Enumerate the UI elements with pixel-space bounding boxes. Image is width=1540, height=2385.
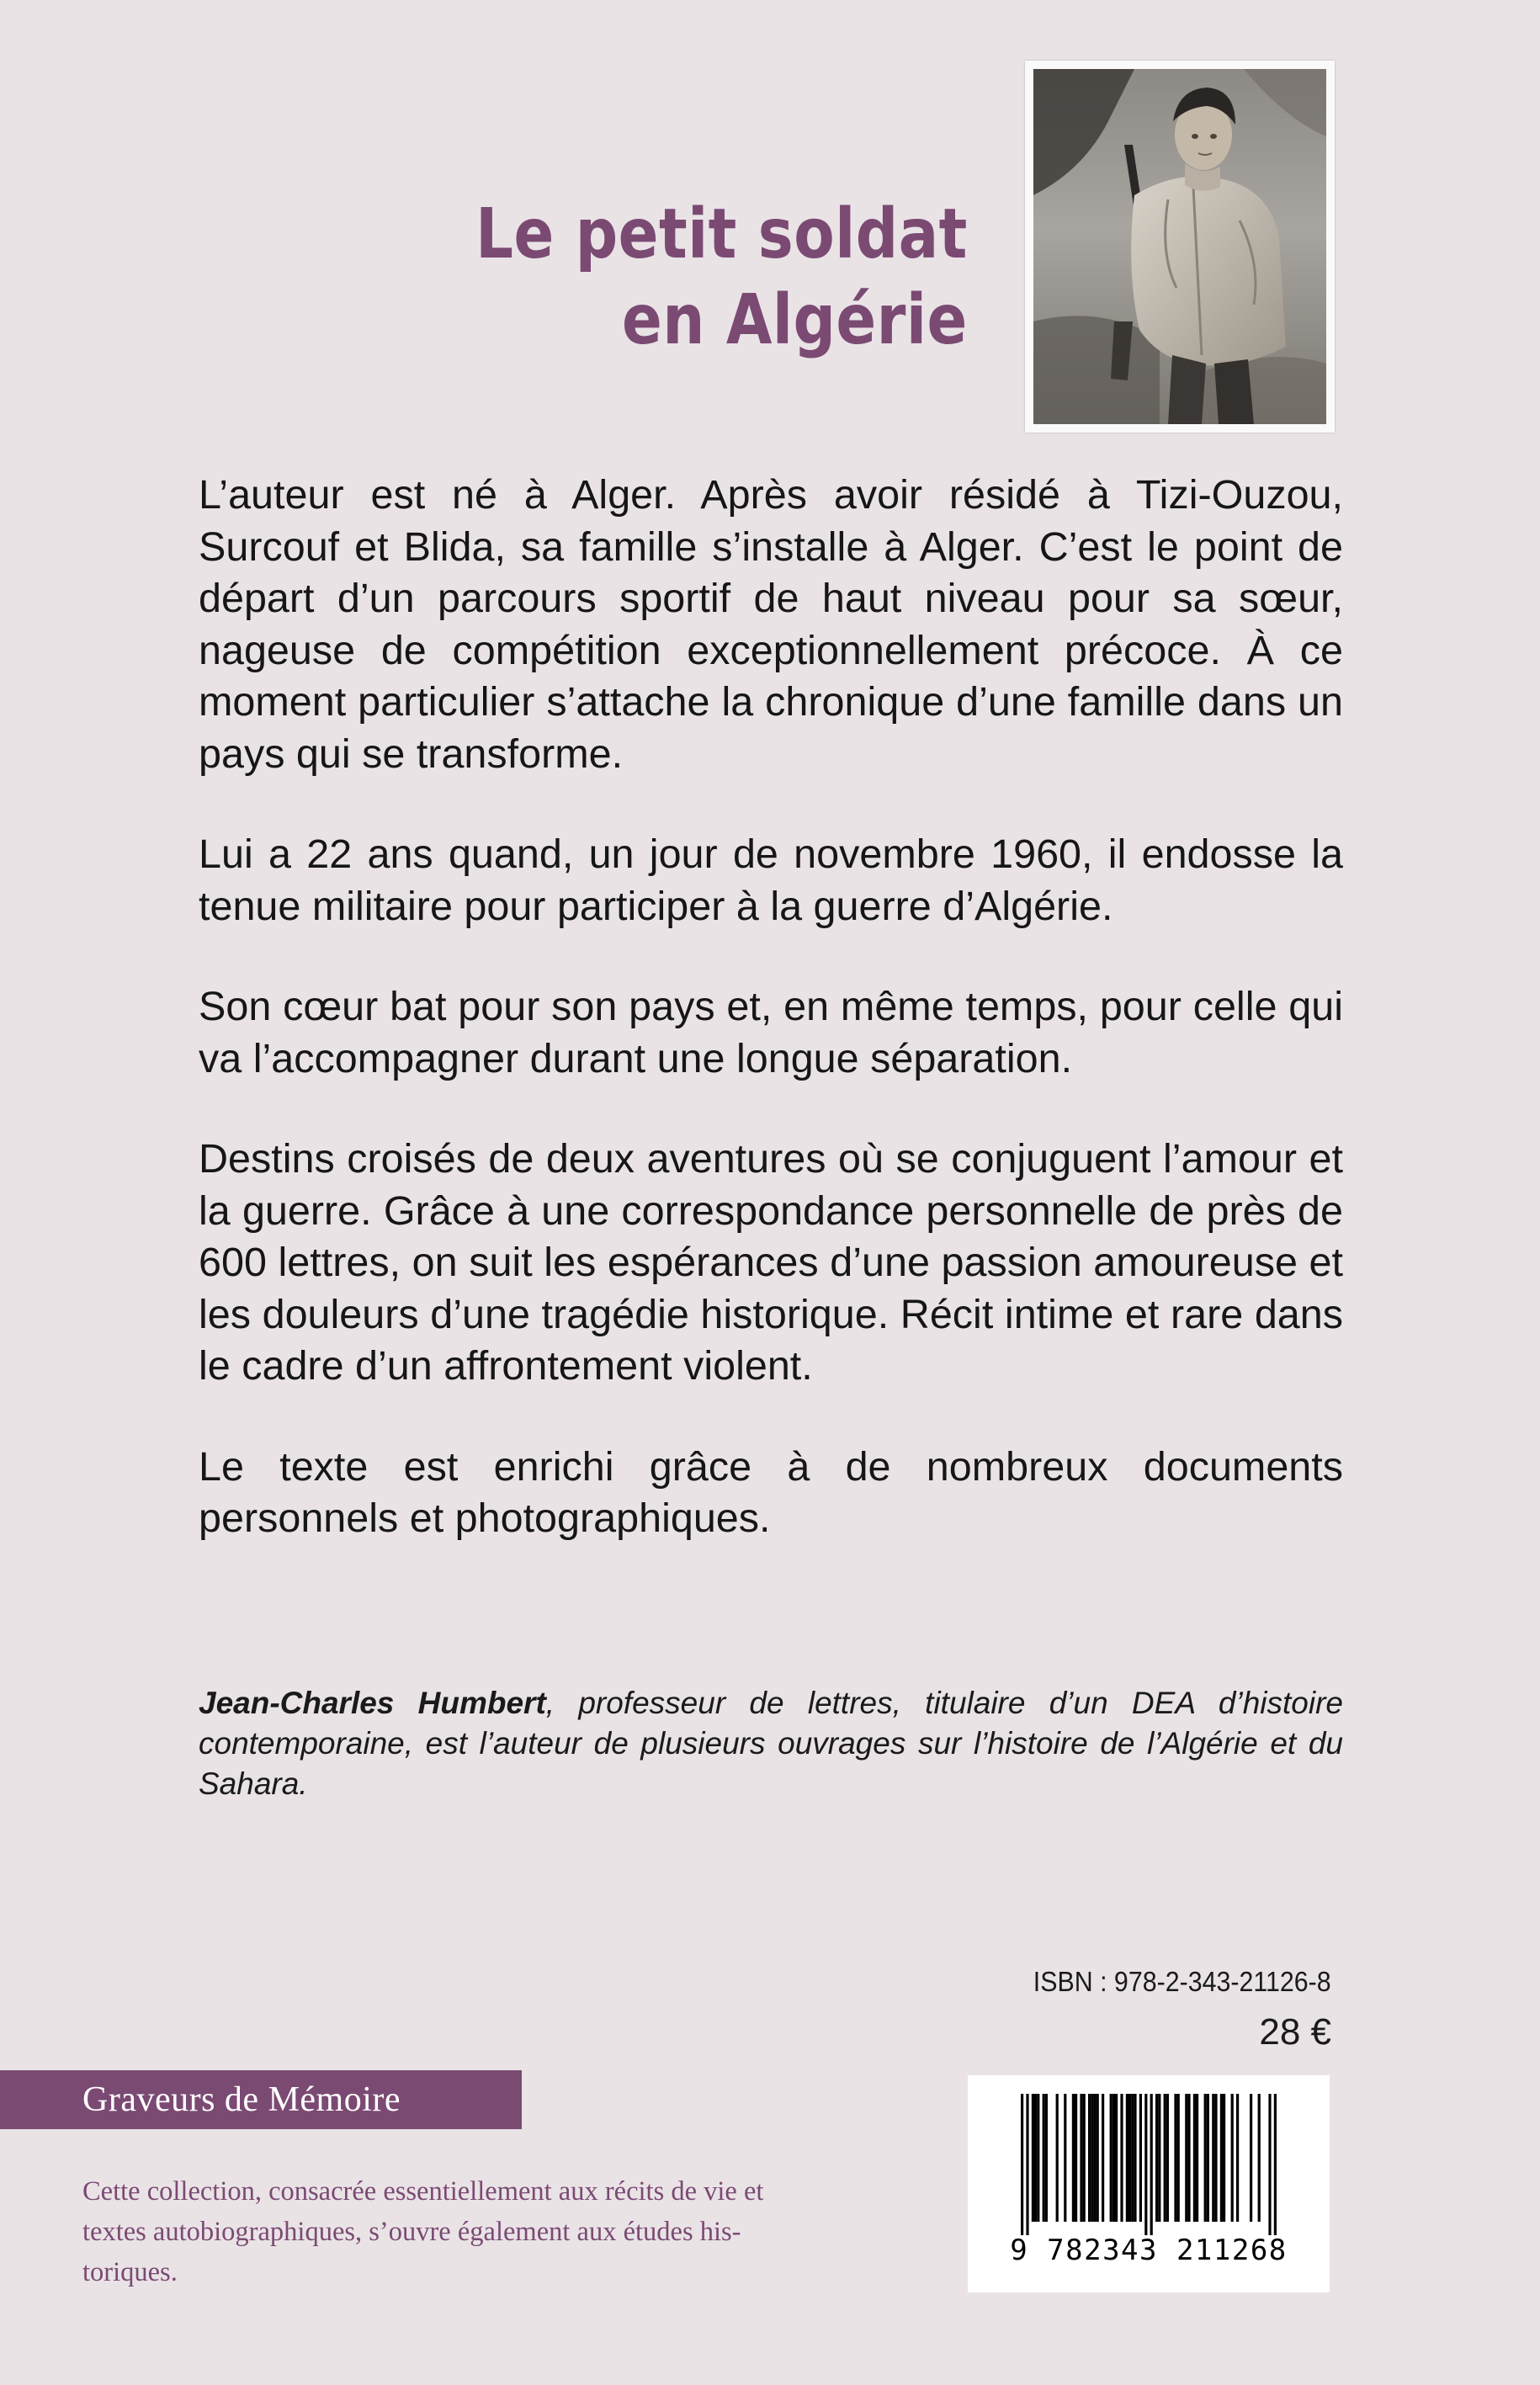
barcode-bar	[1093, 2094, 1096, 2222]
barcode-bar	[1037, 2094, 1039, 2222]
collection-banner	[0, 2070, 522, 2129]
barcode-bar	[1134, 2094, 1136, 2222]
summary-paragraph: Le texte est enrichi grâce à de nombreux documents personnels et photographiques.	[199, 1443, 1343, 1541]
soldier-photo	[1033, 69, 1326, 424]
barcode-bar	[1144, 2094, 1147, 2235]
barcode-bar	[1056, 2094, 1059, 2222]
barcode-bar	[1204, 2094, 1207, 2222]
barcode-bar	[1091, 2094, 1093, 2222]
barcode-bar	[1236, 2094, 1239, 2222]
barcode-bar	[1174, 2094, 1176, 2222]
barcode-digits: 9 782343 211268	[1010, 2234, 1288, 2267]
barcode-bar	[1139, 2094, 1142, 2222]
barcode-bar	[1126, 2094, 1128, 2222]
isbn: ISBN : 978-2-343-21126-8	[1033, 1966, 1331, 1997]
summary-text	[199, 470, 1343, 1594]
barcode-bar	[1193, 2094, 1196, 2222]
barcode-bar	[1110, 2094, 1113, 2222]
barcode-bar	[1097, 2094, 1099, 2222]
barcode-bar	[1258, 2094, 1261, 2222]
barcode-bar	[1158, 2094, 1160, 2222]
barcode-bar	[1032, 2094, 1034, 2222]
barcode-bar	[1207, 2094, 1209, 2222]
author-bio-text: , professeur de lettres, titulaire d’un DEA d’histoire contemporaine, est l’auteur de plusieurs ouvrages sur l’histoire de l’Algérie et du Sahara.	[199, 1686, 1343, 1801]
summary-paragraph: Son cœur bat pour son pays et, en même temps, pour celle qui va l’accompagner durant une longue séparation.	[199, 984, 1343, 1081]
barcode-bar	[1274, 2094, 1277, 2235]
barcode-bar	[1166, 2094, 1169, 2222]
barcode-bar	[1177, 2094, 1180, 2222]
barcode-bar	[1220, 2094, 1223, 2222]
barcode-bar	[1064, 2094, 1066, 2222]
barcode-bar	[1026, 2094, 1028, 2235]
collection-name: Graveurs de Mémoire	[82, 2080, 401, 2119]
barcode	[968, 2075, 1330, 2292]
book-title	[475, 192, 968, 364]
title-line-1: Le petit soldat	[475, 194, 968, 274]
author-bio	[199, 1683, 1343, 1804]
collection-description	[82, 2171, 764, 2292]
barcode-bar	[1080, 2094, 1082, 2222]
barcode-bar	[1120, 2094, 1123, 2222]
barcode-bar	[1075, 2094, 1077, 2222]
barcode-bar	[1164, 2094, 1166, 2222]
author-photo-frame	[1025, 61, 1335, 433]
barcode-bar	[1155, 2094, 1158, 2222]
barcode-bar	[1113, 2094, 1115, 2222]
barcode-bar	[1021, 2094, 1023, 2235]
summary-paragraph: Lui a 22 ans quand, un jour de novembre 1960, il endosse la tenue militaire pour participer à la guerre d’Algérie.	[199, 831, 1343, 929]
barcode-bar	[1187, 2094, 1190, 2222]
barcode-bar	[1083, 2094, 1086, 2222]
barcode-bars	[968, 2075, 1330, 2235]
summary-paragraph: Destins croisés de deux aventures où se conjuguent l’amour et la guerre. Grâce à une correspondance personnelle de près de 600 lettres, on suit les espérances d’une passion amoureuse et les douleurs d’une tragédie historique. Récit intime et rare dans le cadre d’un affrontement violent.	[199, 1136, 1343, 1389]
barcode-bar	[1250, 2094, 1252, 2222]
barcode-bar	[1045, 2094, 1048, 2222]
barcode-bar	[1268, 2094, 1271, 2235]
barcode-bar	[1185, 2094, 1187, 2222]
barcode-bar	[1223, 2094, 1225, 2222]
barcode-bar	[1034, 2094, 1037, 2222]
barcode-bar	[1131, 2094, 1134, 2222]
barcode-bar	[1088, 2094, 1091, 2222]
price: 28 €	[1259, 2011, 1331, 2053]
summary-paragraph: L’auteur est né à Alger. Après avoir résidé à Tizi-Ouzou, Surcouf et Blida, sa famille s’installe à Alger. C’est le point de départ d’un parcours sportif de haut niveau pour sa sœur, nageuse de compétition exceptionnellement précoce. À ce moment particulier s’attache la chronique d’une famille dans un pays qui se transforme.	[199, 472, 1343, 777]
barcode-bar	[1212, 2094, 1214, 2222]
barcode-bar	[1231, 2094, 1234, 2222]
barcode-bar	[1102, 2094, 1104, 2222]
soldier-photo-image	[1033, 69, 1326, 424]
barcode-bar	[1128, 2094, 1131, 2222]
barcode-bar	[1115, 2094, 1118, 2222]
collection-line: toriques.	[82, 2257, 178, 2287]
barcode-bar	[1072, 2094, 1075, 2222]
collection-line: textes autobiographiques, s’ouvre également aux études his-	[82, 2217, 741, 2247]
title-line-2: en Algérie	[622, 280, 968, 360]
collection-line: Cette collection, consacrée essentiellement aux récits de vie et	[82, 2176, 764, 2207]
barcode-bar	[1214, 2094, 1217, 2222]
author-name: Jean-Charles Humbert	[199, 1686, 546, 1720]
barcode-bar	[1150, 2094, 1153, 2235]
barcode-bar	[1043, 2094, 1045, 2222]
barcode-bar	[1196, 2094, 1198, 2222]
